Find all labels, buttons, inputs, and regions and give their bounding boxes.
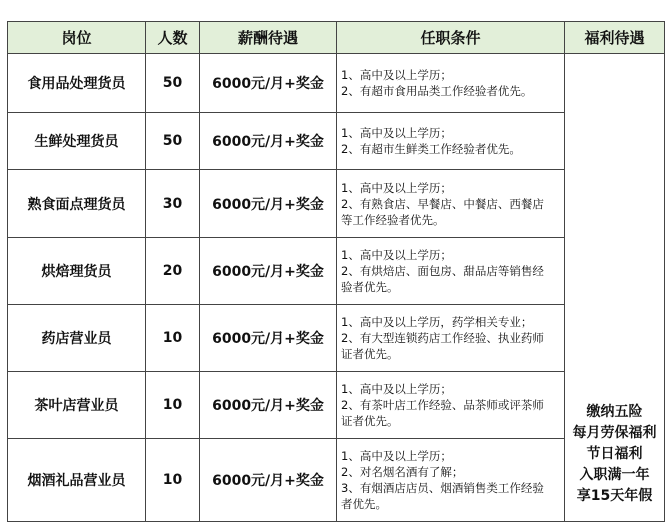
count-cell: 10 xyxy=(146,372,200,439)
table-row xyxy=(8,54,665,113)
requirements-cell xyxy=(337,439,565,522)
salary-cell: 6000元/月+奖金 xyxy=(200,170,337,238)
position-cell: 烟酒礼品营业员 xyxy=(8,439,146,522)
count-cell: 20 xyxy=(146,238,200,305)
position-cell: 烘焙理货员 xyxy=(8,238,146,305)
benefit-line: 每月劳保福利 xyxy=(572,425,657,441)
salary-cell: 6000元/月+奖金 xyxy=(200,238,337,305)
requirement-line: 3、有烟酒店店员、烟酒销售类工作经验 xyxy=(341,481,544,495)
position-cell: 药店营业员 xyxy=(8,305,146,372)
requirement-line: 1、高中及以上学历； xyxy=(341,126,452,140)
requirement-line: 1、高中及以上学历； xyxy=(341,382,452,396)
requirement-line: 1、高中及以上学历； xyxy=(341,248,452,262)
header-benefits: 福利待遇 xyxy=(565,22,665,54)
position-cell: 茶叶店营业员 xyxy=(8,372,146,439)
requirement-line: 1、高中及以上学历； xyxy=(341,180,452,195)
benefit-line: 入职满一年 xyxy=(579,467,650,483)
salary-cell: 6000元/月+奖金 xyxy=(200,305,337,372)
requirement-line: 验者优先。 xyxy=(341,280,399,294)
count-cell: 50 xyxy=(146,54,200,113)
salary-cell: 6000元/月+奖金 xyxy=(200,439,337,522)
benefits-cell xyxy=(565,54,665,522)
count-cell: 50 xyxy=(146,113,200,170)
count-cell: 10 xyxy=(146,305,200,372)
benefit-line: 享15天年假 xyxy=(576,488,653,504)
requirements-cell xyxy=(337,305,565,372)
benefit-line: 节日福利 xyxy=(586,446,643,462)
position-cell: 食用品处理货员 xyxy=(8,54,146,113)
requirement-line: 证者优先。 xyxy=(341,414,399,428)
requirements-cell xyxy=(337,372,565,439)
header-row xyxy=(8,22,665,54)
header-count: 人数 xyxy=(146,22,200,54)
requirement-line: 证者优先。 xyxy=(341,347,399,361)
requirement-line: 者优先。 xyxy=(341,497,387,511)
requirement-line: 等工作经验者优先。 xyxy=(341,212,445,227)
requirements-cell xyxy=(337,170,565,238)
requirement-line: 2、有大型连锁药店工作经验、执业药师 xyxy=(341,331,544,345)
salary-cell: 6000元/月+奖金 xyxy=(200,54,337,113)
header-salary: 薪酬待遇 xyxy=(200,22,337,54)
header-position: 岗位 xyxy=(8,22,146,54)
requirement-line: 1、高中及以上学历； xyxy=(341,449,452,463)
recruitment-table xyxy=(7,21,665,522)
requirement-line: 2、有超市食用品类工作经验者优先。 xyxy=(341,84,533,98)
requirement-line: 2、有烘焙店、面包房、甜品店等销售经 xyxy=(341,264,544,278)
header-requirements: 任职条件 xyxy=(337,22,565,54)
count-cell: 30 xyxy=(146,170,200,238)
requirements-cell xyxy=(337,113,565,170)
position-cell: 生鲜处理货员 xyxy=(8,113,146,170)
requirement-line: 2、有超市生鲜类工作经验者优先。 xyxy=(341,142,521,156)
benefit-line: 缴纳五险 xyxy=(586,404,643,420)
requirements-cell xyxy=(337,54,565,113)
salary-cell: 6000元/月+奖金 xyxy=(200,372,337,439)
requirement-line: 2、对名烟名酒有了解； xyxy=(341,465,464,479)
count-cell: 10 xyxy=(146,439,200,522)
requirement-line: 2、有茶叶店工作经验、品茶师或评茶师 xyxy=(341,398,544,412)
position-cell: 熟食面点理货员 xyxy=(8,170,146,238)
requirement-line: 1、高中及以上学历，药学相关专业； xyxy=(341,315,533,329)
requirement-line: 1、高中及以上学历； xyxy=(341,68,452,82)
requirements-cell xyxy=(337,238,565,305)
requirement-line: 2、有熟食店、早餐店、中餐店、西餐店 xyxy=(341,196,544,211)
salary-cell: 6000元/月+奖金 xyxy=(200,113,337,170)
